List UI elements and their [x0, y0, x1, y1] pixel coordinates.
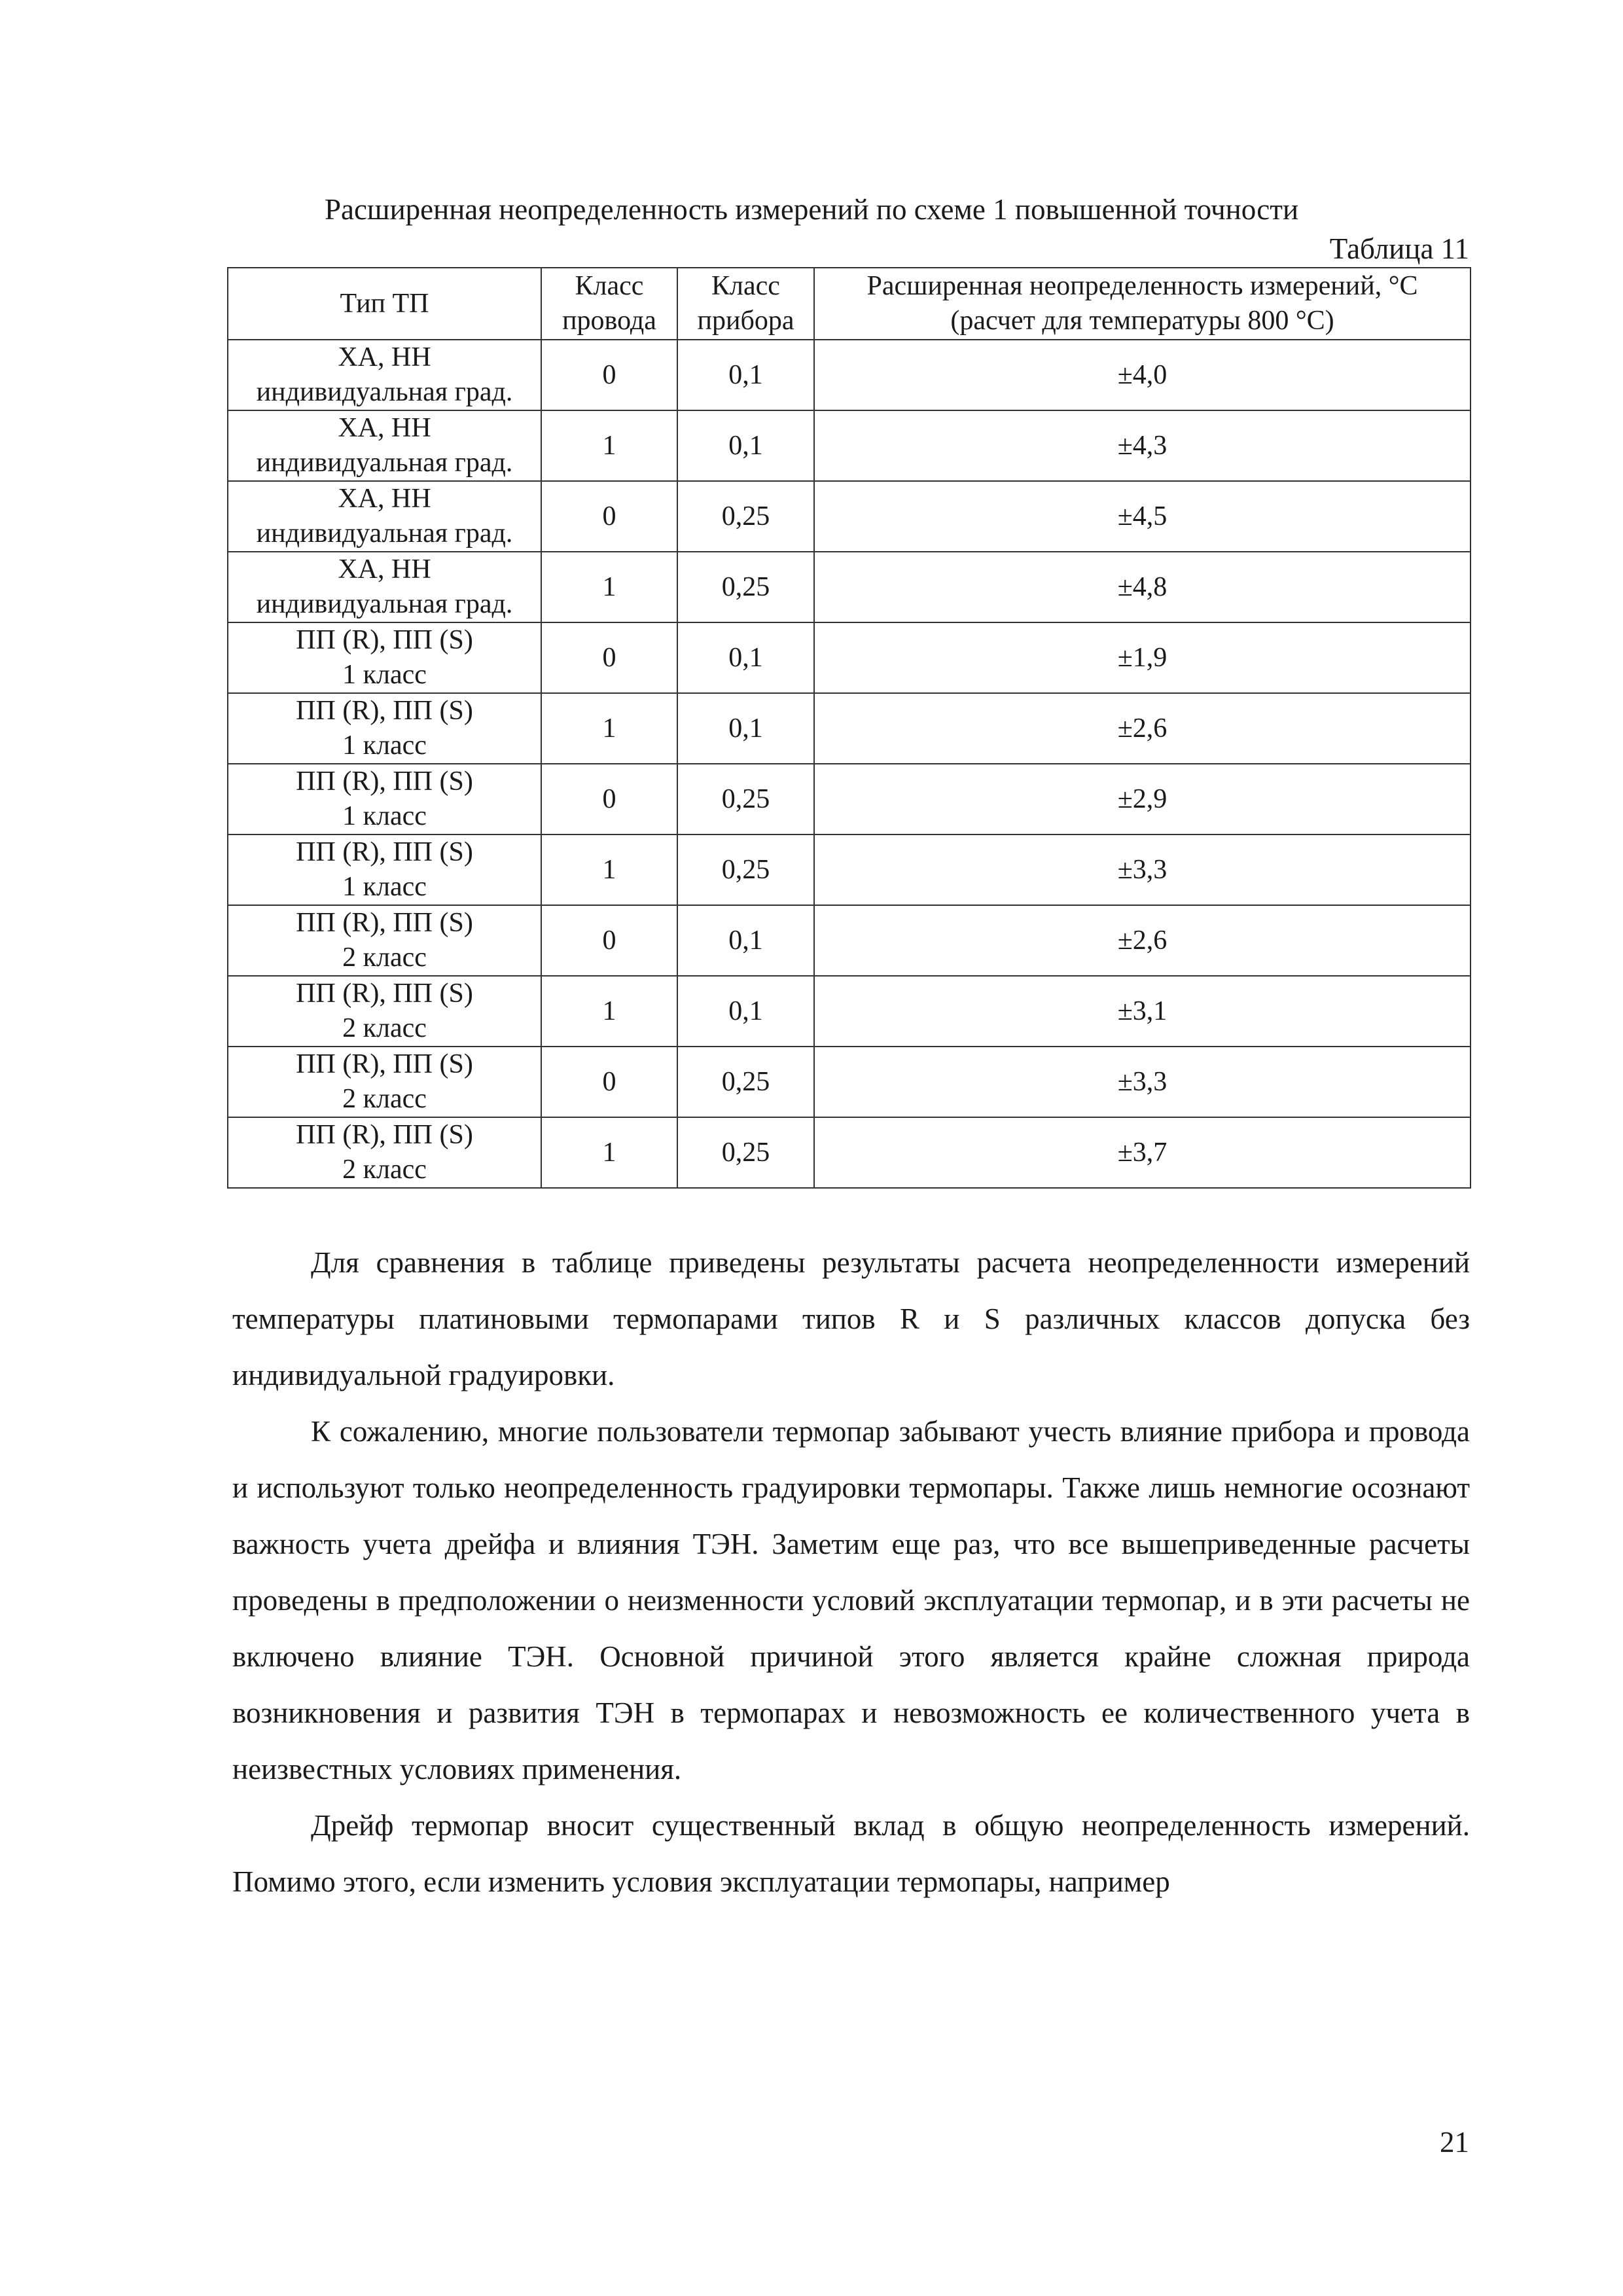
table-row	[228, 552, 1471, 622]
uncertainty-table	[227, 267, 1471, 1189]
table-row	[228, 340, 1471, 410]
cell-thermocouple-type	[228, 410, 541, 481]
cell-thermocouple-type	[228, 834, 541, 905]
cell-thermocouple-type	[228, 1117, 541, 1188]
header-expanded-uncertainty	[814, 268, 1471, 340]
cell-instrument-class: 0,1	[677, 410, 814, 481]
header-line: Расширенная неопределенность измерений, °С	[866, 271, 1418, 301]
cell-line: индивидуальная град.	[256, 518, 513, 548]
cell-instrument-class: 0,1	[677, 340, 814, 410]
cell-uncertainty: ±2,6	[814, 693, 1471, 764]
table-row	[228, 410, 1471, 481]
cell-wire-class: 1	[541, 976, 677, 1047]
cell-uncertainty: ±4,3	[814, 410, 1471, 481]
cell-line: ХА, НН	[338, 342, 431, 372]
cell-wire-class: 1	[541, 410, 677, 481]
cell-wire-class: 0	[541, 764, 677, 834]
table-header-row	[228, 268, 1471, 340]
cell-uncertainty: ±3,3	[814, 1047, 1471, 1117]
table-row	[228, 764, 1471, 834]
table-row	[228, 622, 1471, 693]
cell-line: ПП (R), ПП (S)	[296, 1120, 473, 1150]
cell-wire-class: 1	[541, 552, 677, 622]
cell-instrument-class: 0,1	[677, 693, 814, 764]
cell-instrument-class: 0,1	[677, 905, 814, 976]
cell-wire-class: 0	[541, 1047, 677, 1117]
cell-line: 1 класс	[342, 801, 427, 831]
cell-thermocouple-type	[228, 1047, 541, 1117]
table-number-label: Таблица 11	[1329, 232, 1469, 265]
cell-uncertainty: ±3,1	[814, 976, 1471, 1047]
header-line: (расчет для температуры 800 °С)	[950, 306, 1334, 336]
table-row	[228, 1117, 1471, 1188]
cell-wire-class: 0	[541, 622, 677, 693]
table-row	[228, 905, 1471, 976]
cell-line: ПП (R), ПП (S)	[296, 1049, 473, 1079]
paragraph: К сожалению, многие пользователи термопар забывают учесть влияние прибора и провода и используют только неопределенность градуировки термопары. Также лишь немногие осознают важность учета дрейфа и влияния ТЭН. Заметим еще раз, что все вышеприведенные расчеты проведены в предположении о неизменности условий эксплуатации термопар, и в эти расчеты не включено влияние ТЭН. Основной причиной этого является крайне сложная природа возникновения и развития ТЭН в термопарах и невозможность ее количественного учета в неизвестных условиях применения.	[232, 1415, 1470, 1785]
cell-instrument-class: 0,25	[677, 481, 814, 552]
header-line: Тип ТП	[340, 288, 429, 319]
cell-line: ПП (R), ПП (S)	[296, 625, 473, 655]
page-number: 21	[1440, 2126, 1469, 2159]
header-line: Класс	[575, 271, 644, 301]
cell-thermocouple-type	[228, 764, 541, 834]
cell-thermocouple-type	[228, 622, 541, 693]
cell-line: ПП (R), ПП (S)	[296, 766, 473, 797]
cell-thermocouple-type	[228, 340, 541, 410]
header-thermocouple-type	[228, 268, 541, 340]
header-line: прибора	[697, 306, 794, 336]
cell-instrument-class: 0,1	[677, 976, 814, 1047]
table-row	[228, 481, 1471, 552]
cell-wire-class: 1	[541, 693, 677, 764]
header-instrument-class	[677, 268, 814, 340]
cell-instrument-class: 0,25	[677, 1117, 814, 1188]
cell-line: 2 класс	[342, 1155, 427, 1185]
cell-line: ХА, НН	[338, 554, 431, 584]
table-row	[228, 1047, 1471, 1117]
paragraph: Для сравнения в таблице приведены результаты расчета неопределенности измерений температуры платиновыми термопарами типов R и S различных классов допуска без индивидуальной градуировки.	[232, 1246, 1470, 1391]
table-row	[228, 834, 1471, 905]
cell-wire-class: 1	[541, 834, 677, 905]
cell-line: 1 класс	[342, 730, 427, 761]
cell-wire-class: 0	[541, 481, 677, 552]
cell-line: ПП (R), ПП (S)	[296, 908, 473, 938]
cell-line: 2 класс	[342, 1013, 427, 1043]
header-line: провода	[562, 306, 656, 336]
cell-instrument-class: 0,25	[677, 764, 814, 834]
table-body	[228, 340, 1471, 1188]
header-wire-class	[541, 268, 677, 340]
cell-instrument-class: 0,25	[677, 834, 814, 905]
cell-instrument-class: 0,1	[677, 622, 814, 693]
cell-line: индивидуальная град.	[256, 589, 513, 619]
cell-thermocouple-type	[228, 905, 541, 976]
cell-line: ПП (R), ПП (S)	[296, 978, 473, 1009]
cell-uncertainty: ±4,0	[814, 340, 1471, 410]
table-caption: Расширенная неопределенность измерений по схеме 1 повышенной точности	[324, 193, 1299, 226]
cell-wire-class: 0	[541, 340, 677, 410]
cell-line: 2 класс	[342, 942, 427, 973]
header-line: Класс	[711, 271, 780, 301]
paragraph: Дрейф термопар вносит существенный вклад в общую неопределенность измерений. Помимо этого, если изменить условия эксплуатации термопары, например	[232, 1809, 1470, 1898]
cell-uncertainty: ±4,8	[814, 552, 1471, 622]
cell-thermocouple-type	[228, 481, 541, 552]
table-row	[228, 976, 1471, 1047]
cell-line: ПП (R), ПП (S)	[296, 837, 473, 867]
cell-line: ХА, НН	[338, 413, 431, 443]
cell-thermocouple-type	[228, 976, 541, 1047]
cell-line: 1 класс	[342, 872, 427, 902]
cell-line: 2 класс	[342, 1084, 427, 1114]
cell-line: ПП (R), ПП (S)	[296, 696, 473, 726]
cell-uncertainty: ±3,7	[814, 1117, 1471, 1188]
cell-instrument-class: 0,25	[677, 1047, 814, 1117]
cell-line: 1 класс	[342, 660, 427, 690]
cell-line: индивидуальная град.	[256, 448, 513, 478]
cell-line: ХА, НН	[338, 484, 431, 514]
cell-uncertainty: ±1,9	[814, 622, 1471, 693]
table-row	[228, 693, 1471, 764]
cell-instrument-class: 0,25	[677, 552, 814, 622]
cell-wire-class: 0	[541, 905, 677, 976]
cell-wire-class: 1	[541, 1117, 677, 1188]
cell-uncertainty: ±2,6	[814, 905, 1471, 976]
cell-thermocouple-type	[228, 693, 541, 764]
cell-uncertainty: ±3,3	[814, 834, 1471, 905]
cell-uncertainty: ±2,9	[814, 764, 1471, 834]
cell-uncertainty: ±4,5	[814, 481, 1471, 552]
cell-thermocouple-type	[228, 552, 541, 622]
cell-line: индивидуальная град.	[256, 377, 513, 407]
body-text	[232, 1234, 1470, 1910]
